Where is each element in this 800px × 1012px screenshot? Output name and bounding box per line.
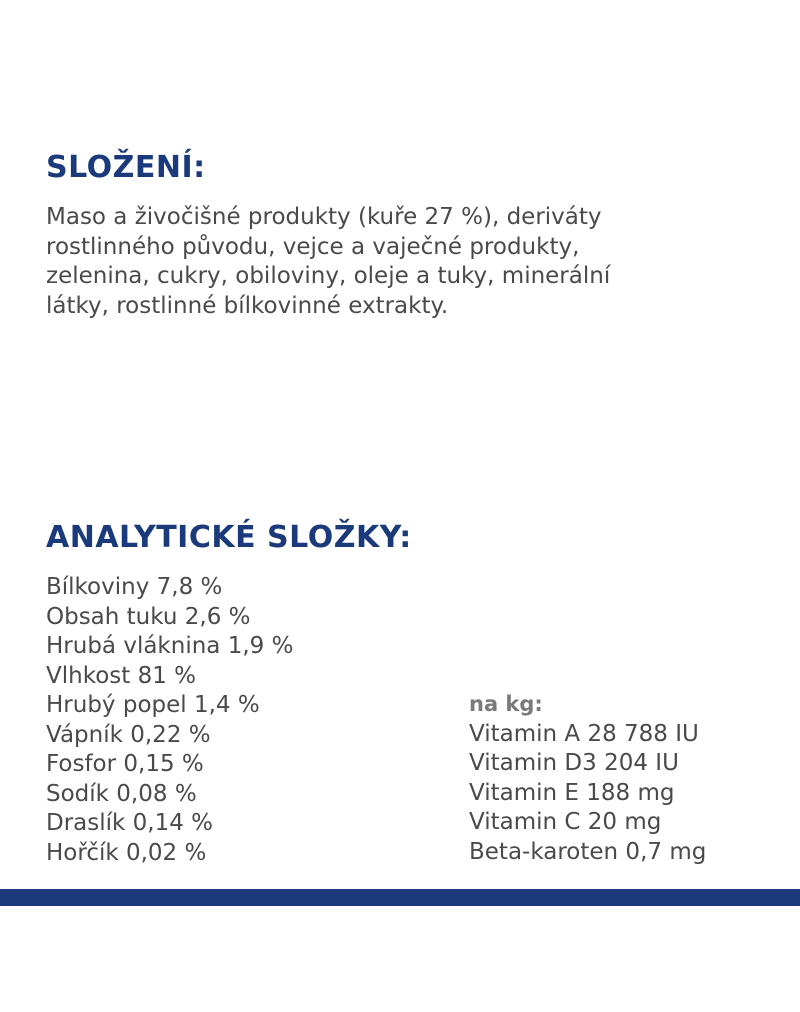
analytic-item: Draslík 0,14 % <box>46 810 214 836</box>
analytic-item: Vápník 0,22 % <box>46 721 211 748</box>
composition-line: Maso a živočišné produkty (kuře 27 %), deriváty <box>46 204 602 230</box>
vitamin-item: Vitamin A 28 788 IU <box>469 720 699 747</box>
composition-heading: SLOŽENÍ: <box>46 150 206 185</box>
analytic-components-list <box>46 573 293 868</box>
analytic-components-heading: ANALYTICKÉ SLOŽKY: <box>46 520 412 555</box>
analytic-item: Fosfor 0,15 % <box>46 751 204 777</box>
vitamins-list <box>469 720 706 868</box>
analytic-item: Bílkoviny 7,8 % <box>46 574 223 600</box>
composition-line: zelenina, cukry, obiloviny, oleje a tuky, minerální <box>46 263 611 289</box>
vitamin-item: Vitamin D3 204 IU <box>469 750 679 776</box>
composition-text <box>46 203 766 321</box>
bottom-divider-bar <box>0 889 800 906</box>
analytic-item: Obsah tuku 2,6 % <box>46 603 251 630</box>
analytic-item: Hrubý popel 1,4 % <box>46 692 260 718</box>
composition-line: látky, rostlinné bílkovinné extrakty. <box>46 292 449 319</box>
analytic-item: Sodík 0,08 % <box>46 780 197 807</box>
analytic-item: Vlhkost 81 % <box>46 662 197 689</box>
vitamins-block <box>469 690 706 867</box>
vitamins-heading: na kg: <box>469 692 543 716</box>
vitamin-item: Vitamin E 188 mg <box>469 779 675 806</box>
analytic-item: Hořčík 0,02 % <box>46 839 207 866</box>
vitamin-item: Vitamin C 20 mg <box>469 809 662 835</box>
vitamin-item: Beta-karoten 0,7 mg <box>469 838 707 865</box>
analytic-item: Hrubá vláknina 1,9 % <box>46 633 294 659</box>
composition-line: rostlinného původu, vejce a vaječné produkty, <box>46 233 580 260</box>
